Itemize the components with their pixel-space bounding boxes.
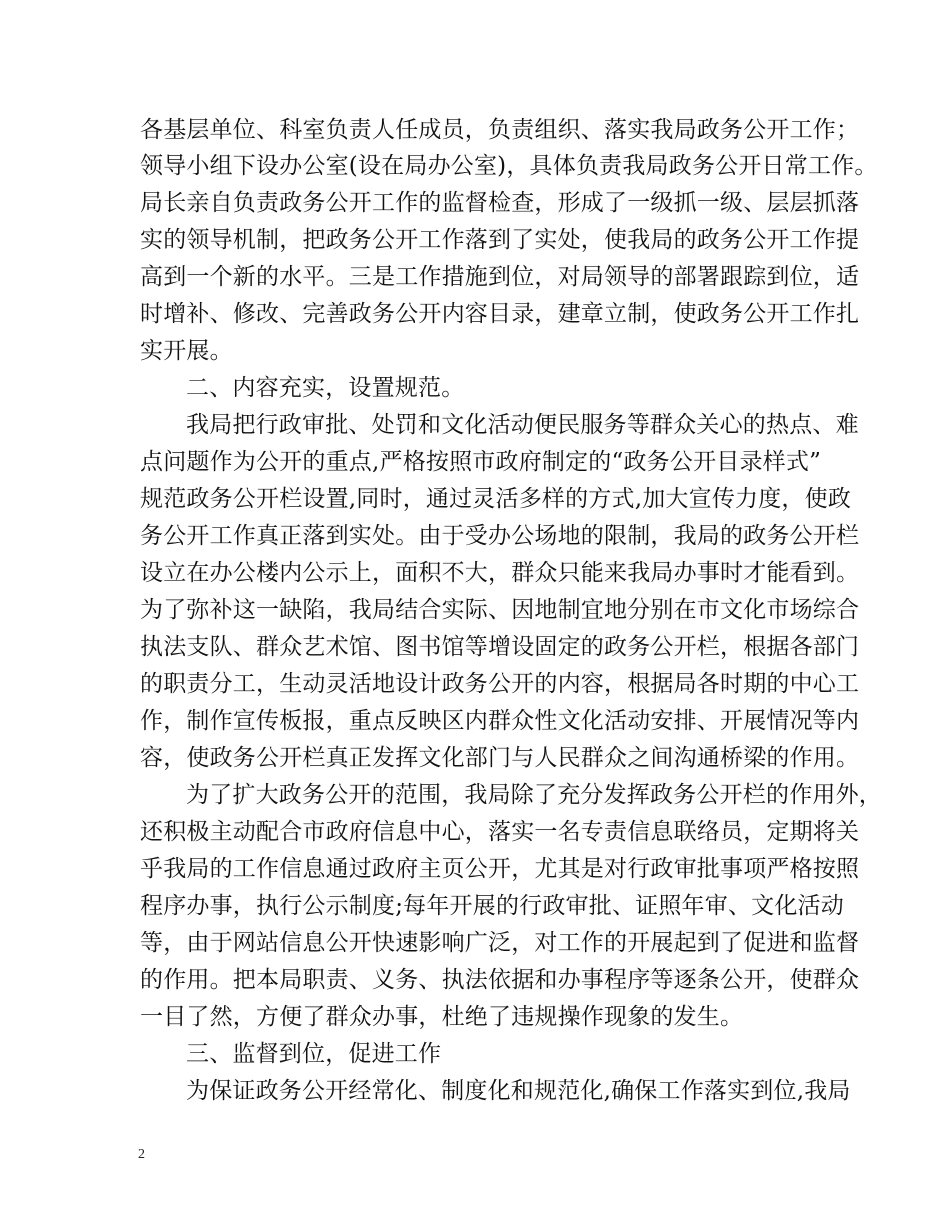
paragraph-first-line: 我局把行政审批、处罚和文化活动便民服务等群众关心的热点、难 bbox=[186, 412, 859, 438]
text-line: 实的领导机制，把政务公开工作落到了实处，使我局的政务公开工作提 bbox=[140, 227, 860, 253]
text-line: 实开展。 bbox=[140, 338, 233, 364]
text-line: 执法支队、群众艺术馆、图书馆等增设固定的政务公开栏，根据各部门 bbox=[140, 634, 860, 660]
text-line: 设立在办公楼内公示上，面积不大，群众只能来我局办事时才能看到。 bbox=[140, 560, 860, 586]
text-line: 规范政务公开栏设置,同时，通过灵活多样的方式,加大宣传力度，使政 bbox=[140, 486, 852, 512]
text-line: 时增补、修改、完善政务公开内容目录，建章立制，使政务公开工作扎 bbox=[140, 301, 860, 327]
text-line: 点问题作为公开的重点,严格按照市政府制定的“政务公开目录样式” bbox=[140, 449, 822, 475]
paragraph-first-line: 为了扩大政务公开的范围，我局除了充分发挥政务公开栏的作用外， bbox=[186, 782, 882, 808]
text-line: 高到一个新的水平。三是工作措施到位，对局领导的部署跟踪到位，适 bbox=[140, 264, 860, 290]
text-line: 作，制作宣传板报，重点反映区内群众性文化活动安排、开展情况等内 bbox=[140, 708, 860, 734]
text-line: 局长亲自负责政务公开工作的监督检查，形成了一级抓一级、层层抓落 bbox=[140, 190, 860, 216]
text-line: 各基层单位、科室负责人任成员，负责组织、落实我局政务公开工作； bbox=[140, 117, 860, 143]
text-line: 还积极主动配合市政府信息中心，落实一名专责信息联络员，定期将关 bbox=[140, 819, 860, 845]
text-line: 等，由于网站信息公开快速影响广泛，对工作的开展起到了促进和监督 bbox=[140, 930, 860, 956]
paragraph-first-line: 为保证政务公开经常化、制度化和规范化,确保工作落实到位,我局 bbox=[186, 1078, 851, 1104]
section-heading: 二、内容充实，设置规范。 bbox=[186, 375, 465, 401]
text-line: 程序办事，执行公示制度;每年开展的行政审批、证照年审、文化活动 bbox=[140, 893, 844, 919]
text-line: 领导小组下设办公室(设在局办公室)，具体负责我局政务公开日常工作。 bbox=[140, 153, 878, 179]
text-line: 容，使政务公开栏真正发挥文化部门与人民群众之间沟通桥梁的作用。 bbox=[140, 745, 860, 771]
section-heading: 三、监督到位，促进工作 bbox=[186, 1041, 442, 1067]
text-line: 的作用。把本局职责、义务、执法依据和办事程序等逐条公开，使群众 bbox=[140, 967, 860, 993]
text-line: 乎我局的工作信息通过政府主页公开，尤其是对行政审批事项严格按照 bbox=[140, 856, 860, 882]
page-number: 2 bbox=[138, 1147, 145, 1162]
text-line: 一目了然，方便了群众办事，杜绝了违规操作现象的发生。 bbox=[140, 1004, 744, 1030]
text-line: 的职责分工，生动灵活地设计政务公开的内容，根据局各时期的中心工 bbox=[140, 671, 860, 697]
text-line: 为了弥补这一缺陷，我局结合实际、因地制宜地分别在市文化市场综合 bbox=[140, 597, 860, 623]
text-line: 务公开工作真正落到实处。由于受办公场地的限制，我局的政务公开栏 bbox=[140, 523, 860, 549]
